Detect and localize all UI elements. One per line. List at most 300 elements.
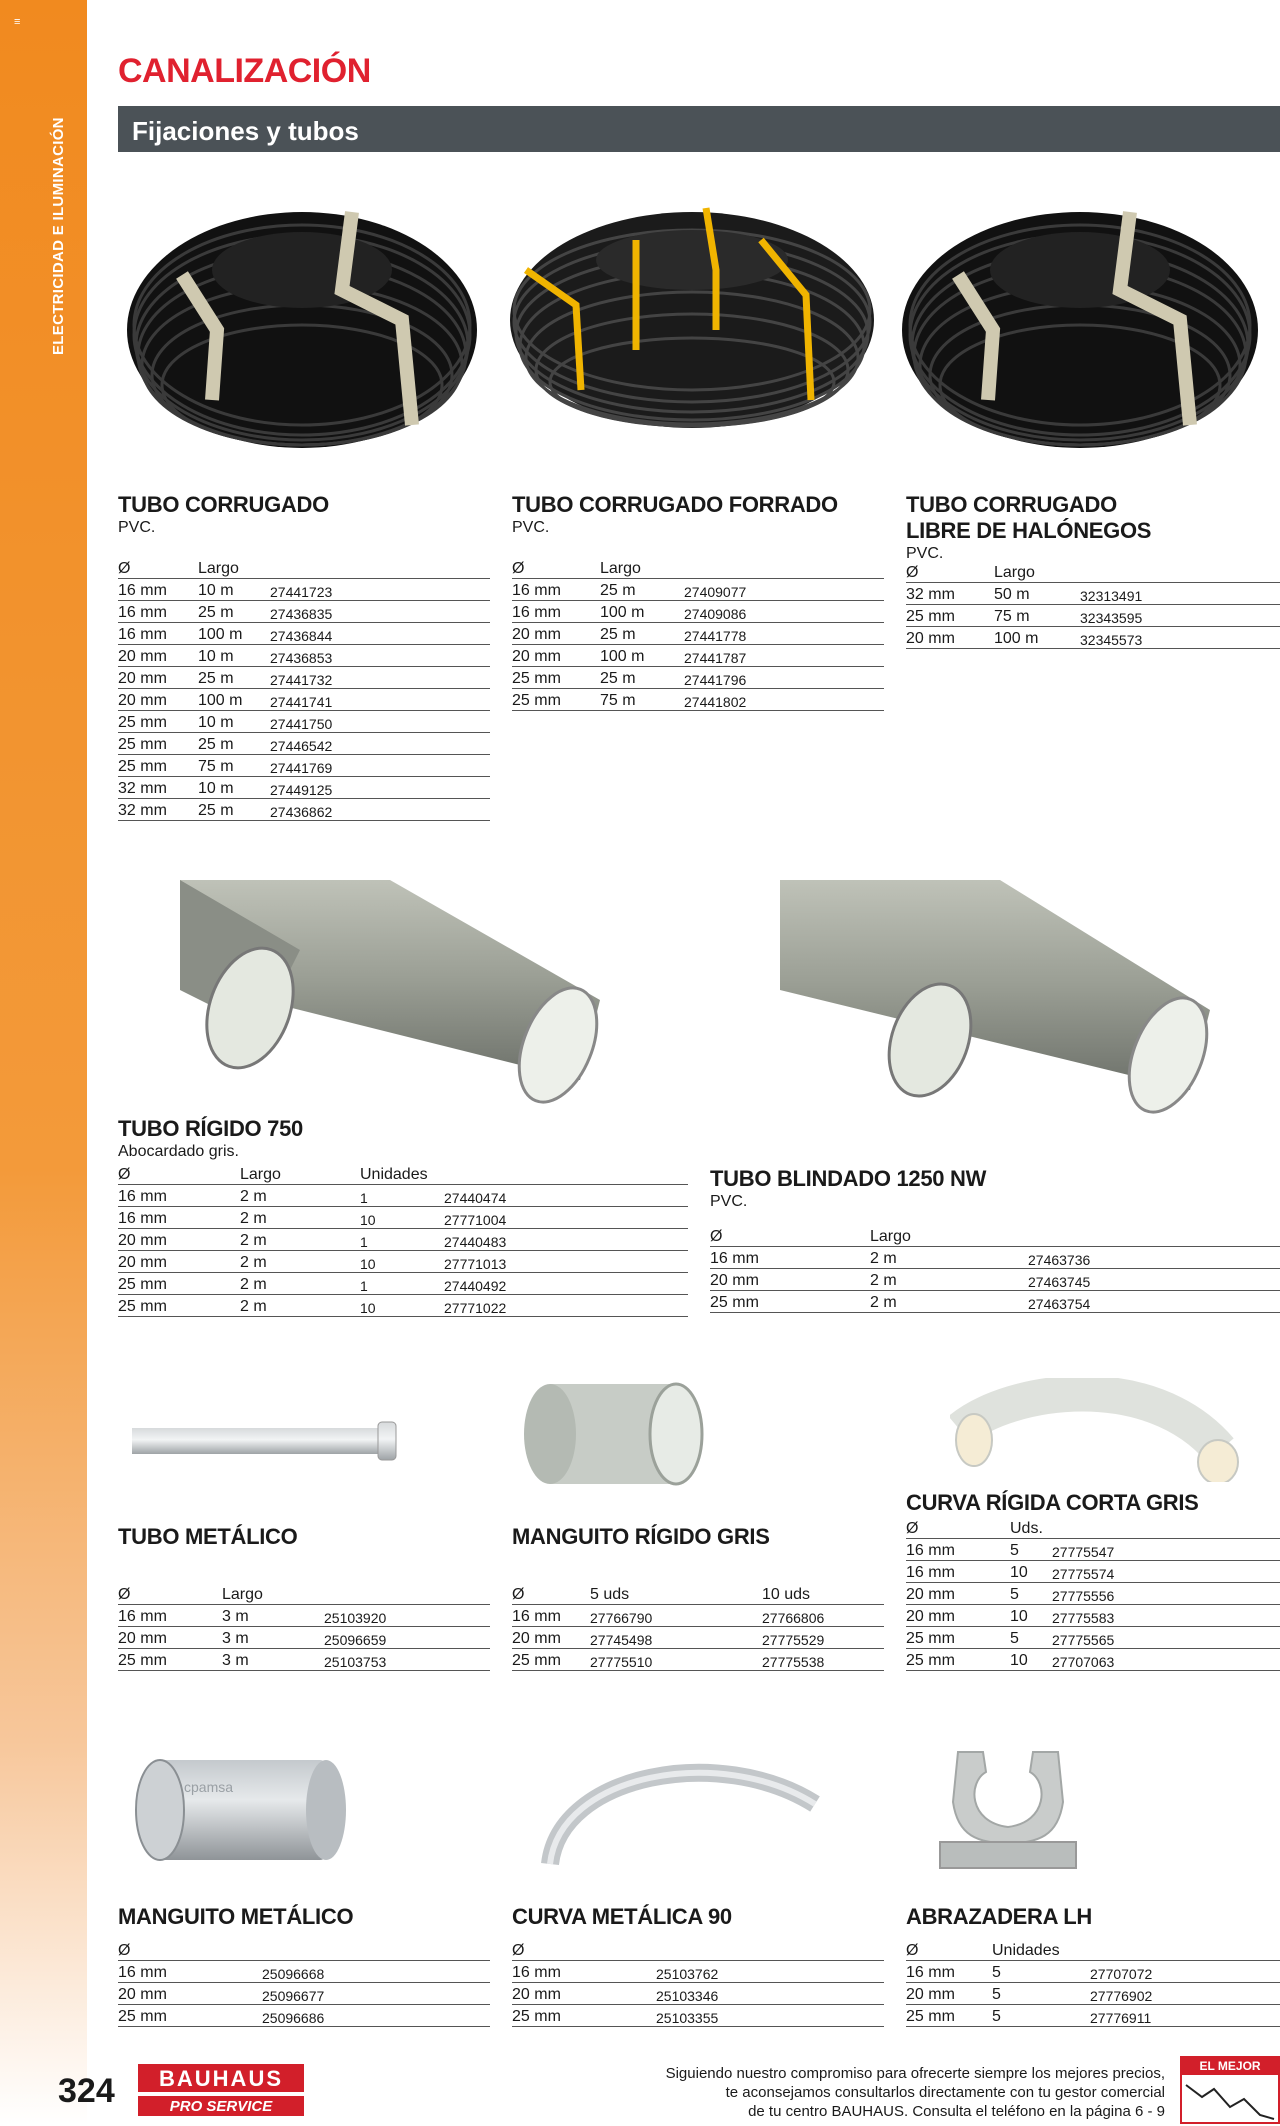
cell-units: 5 <box>992 1983 1090 2005</box>
cell-length: 3 m <box>222 1627 324 1649</box>
best-price-badge <box>1180 2056 1280 2124</box>
cell-diameter: 20 mm <box>906 1983 992 2005</box>
rigid-sleeve-image <box>520 1376 706 1492</box>
product-tubo-rigido-750 <box>118 1116 688 1317</box>
table-row <box>512 1649 884 1671</box>
table-row <box>118 1251 688 1273</box>
cell-length: 25 m <box>198 667 270 689</box>
table-row <box>118 1627 490 1649</box>
product-name: TUBO CORRUGADO FORRADO <box>512 492 838 517</box>
cell-code: 27707072 <box>1090 1961 1280 1983</box>
cell-code: 27409086 <box>684 601 884 623</box>
cell-diameter: 20 mm <box>118 667 198 689</box>
product-name: CURVA METÁLICA 90 <box>512 1904 732 1929</box>
corrugated-coil-image <box>122 200 482 460</box>
cell-length: 3 m <box>222 1605 324 1627</box>
cell-diameter: 16 mm <box>118 623 198 645</box>
table-row <box>118 1295 688 1317</box>
code-header <box>270 556 490 579</box>
cell-diameter: 25 mm <box>118 1273 240 1295</box>
table-row <box>512 1627 884 1649</box>
cell-units: 10 <box>1010 1605 1052 1627</box>
length-header: Largo <box>240 1162 360 1185</box>
cell-code: 27771022 <box>444 1295 688 1317</box>
cell-diameter: 20 mm <box>512 1983 656 2005</box>
product-tubo-blindado <box>710 1166 1280 1313</box>
diameter-header: Ø <box>118 556 198 579</box>
code-header <box>684 556 884 579</box>
table-header <box>118 1162 688 1185</box>
armored-pipe-image <box>780 880 1220 1130</box>
table-row <box>512 2005 884 2027</box>
table-row <box>512 689 884 711</box>
cell-diameter: 20 mm <box>906 1583 1010 1605</box>
cell-length: 75 m <box>600 689 684 711</box>
units-header: Unidades <box>992 1938 1090 1961</box>
table-row <box>118 1649 490 1671</box>
cell-length: 25 m <box>600 579 684 601</box>
cell-diameter: 20 mm <box>512 645 600 667</box>
table-row <box>512 623 884 645</box>
cell-code: 27775547 <box>1052 1539 1280 1561</box>
cell-diameter: 25 mm <box>118 733 198 755</box>
table-row <box>118 1273 688 1295</box>
cell-diameter: 16 mm <box>118 601 198 623</box>
table-header <box>710 1224 1280 1247</box>
cell-diameter: 16 mm <box>512 579 600 601</box>
product-name: TUBO CORRUGADO <box>118 492 329 517</box>
product-manguito-rigido-gris <box>512 1524 884 1671</box>
table-row <box>512 1605 884 1627</box>
cell-diameter: 25 mm <box>118 1295 240 1317</box>
cell-diameter: 25 mm <box>118 711 198 733</box>
cell-diameter: 25 mm <box>906 605 994 627</box>
table-header <box>118 556 490 579</box>
diameter-header: Ø <box>512 556 600 579</box>
spec-table <box>512 1938 884 2027</box>
cell-length: 2 m <box>240 1185 360 1207</box>
code-header <box>1090 1938 1280 1961</box>
cell-code: 27409077 <box>684 579 884 601</box>
table-row <box>512 601 884 623</box>
table-row <box>906 1627 1280 1649</box>
cell-diameter: 16 mm <box>512 1961 656 1983</box>
cell-diameter: 20 mm <box>118 1251 240 1273</box>
product-name-line-2: LIBRE DE HALÓNEGOS <box>906 518 1152 543</box>
table-row <box>906 1649 1280 1671</box>
diameter-header: Ø <box>118 1582 222 1605</box>
cell-length: 25 m <box>198 799 270 821</box>
spec-table <box>906 1938 1280 2027</box>
cell-code-10: 27775538 <box>762 1649 884 1671</box>
product-tubo-metalico <box>118 1524 490 1671</box>
table-row <box>118 711 490 733</box>
cell-units: 5 <box>1010 1539 1052 1561</box>
code-header <box>1052 1516 1280 1539</box>
product-description: Abocardado gris. <box>118 1143 239 1160</box>
cell-units: 10 <box>360 1251 444 1273</box>
spec-table <box>118 1162 688 1317</box>
cell-code: 25096668 <box>262 1961 490 1983</box>
table-header <box>512 1582 884 1605</box>
cell-code: 27436844 <box>270 623 490 645</box>
table-row <box>118 733 490 755</box>
product-name: MANGUITO RÍGIDO GRIS <box>512 1524 770 1549</box>
product-curva-metalica-90 <box>512 1904 884 2027</box>
metal-tube-image <box>130 1418 400 1466</box>
table-row <box>118 601 490 623</box>
cell-code: 27440492 <box>444 1273 688 1295</box>
cell-code: 32345573 <box>1080 627 1280 649</box>
cell-diameter: 20 mm <box>512 1627 590 1649</box>
table-row <box>512 667 884 689</box>
cell-length: 10 m <box>198 777 270 799</box>
cell-diameter: 25 mm <box>512 667 600 689</box>
cell-units: 1 <box>360 1229 444 1251</box>
spec-table <box>118 1938 490 2027</box>
cell-code-10: 27775529 <box>762 1627 884 1649</box>
page-title: CANALIZACIÓN <box>118 52 371 90</box>
table-row <box>906 1583 1280 1605</box>
cell-code: 27440483 <box>444 1229 688 1251</box>
cell-code: 27441741 <box>270 689 490 711</box>
cell-length: 100 m <box>600 601 684 623</box>
cell-length: 25 m <box>600 623 684 645</box>
diameter-header: Ø <box>906 1938 992 1961</box>
cell-diameter: 20 mm <box>906 627 994 649</box>
cell-length: 2 m <box>240 1207 360 1229</box>
cell-length: 100 m <box>198 623 270 645</box>
rigid-curve-image <box>950 1378 1240 1482</box>
cell-diameter: 20 mm <box>710 1269 870 1291</box>
table-row <box>710 1247 1280 1269</box>
cell-code: 27707063 <box>1052 1649 1280 1671</box>
product-tubo-libre-halogenos <box>906 492 1280 649</box>
halogen-free-coil-image <box>898 200 1262 462</box>
table-row <box>906 1539 1280 1561</box>
cell-code: 27441769 <box>270 755 490 777</box>
cell-units: 5 <box>992 1961 1090 1983</box>
length-header: Largo <box>870 1224 1028 1247</box>
cell-code: 32343595 <box>1080 605 1280 627</box>
cell-diameter: 32 mm <box>906 583 994 605</box>
table-row <box>906 2005 1280 2027</box>
cell-code: 27771004 <box>444 1207 688 1229</box>
cell-code: 27446542 <box>270 733 490 755</box>
cell-code: 27463754 <box>1028 1291 1280 1313</box>
cell-units: 10 <box>1010 1649 1052 1671</box>
category-sidebar <box>0 0 87 2124</box>
table-row <box>118 1983 490 2005</box>
cell-code-5: 27775510 <box>590 1649 762 1671</box>
cell-length: 25 m <box>198 733 270 755</box>
product-name: TUBO RÍGIDO 750 <box>118 1116 303 1141</box>
table-row <box>512 645 884 667</box>
length-header: Largo <box>198 556 270 579</box>
cell-length: 25 m <box>600 667 684 689</box>
cell-code: 27441778 <box>684 623 884 645</box>
cell-diameter: 16 mm <box>512 601 600 623</box>
length-header: Largo <box>994 560 1080 583</box>
cell-code-10: 27766806 <box>762 1605 884 1627</box>
section-bar <box>118 106 1280 152</box>
cell-diameter: 25 mm <box>710 1291 870 1313</box>
price-chart-icon <box>1182 2075 1278 2121</box>
cell-length: 2 m <box>240 1273 360 1295</box>
table-row <box>118 799 490 821</box>
diameter-header: Ø <box>906 560 994 583</box>
cell-units: 1 <box>360 1185 444 1207</box>
table-header <box>118 1938 490 1961</box>
code-header <box>444 1162 688 1185</box>
bauhaus-logo <box>138 2064 304 2116</box>
table-row <box>906 1983 1280 2005</box>
table-header <box>906 1516 1280 1539</box>
cell-length: 2 m <box>870 1269 1028 1291</box>
footer-note <box>605 2064 1165 2121</box>
code-header <box>1028 1224 1280 1247</box>
cell-length: 2 m <box>870 1291 1028 1313</box>
table-header <box>906 1938 1280 1961</box>
table-header <box>512 1938 884 1961</box>
cell-length: 100 m <box>994 627 1080 649</box>
diameter-header: Ø <box>118 1938 262 1961</box>
cell-code: 25096686 <box>262 2005 490 2027</box>
table-row <box>906 627 1280 649</box>
product-curva-rigida-corta <box>906 1490 1280 1671</box>
product-description: PVC. <box>512 519 550 536</box>
spec-table <box>906 1516 1280 1671</box>
table-row <box>118 1961 490 1983</box>
cell-length: 25 m <box>198 601 270 623</box>
spec-table <box>710 1224 1280 1313</box>
code-header <box>656 1938 884 1961</box>
code-header <box>262 1938 490 1961</box>
footer-line-3: de tu centro BAUHAUS. Consulta el teléfono en la página 6 - 9 <box>748 2103 1165 2120</box>
table-row <box>512 579 884 601</box>
cell-code: 27775574 <box>1052 1561 1280 1583</box>
cell-diameter: 32 mm <box>118 799 198 821</box>
table-row <box>512 1961 884 1983</box>
menu-icon[interactable]: ≡ <box>14 16 21 28</box>
cell-diameter: 20 mm <box>118 1983 262 2005</box>
cell-code: 25103753 <box>324 1649 490 1671</box>
cell-diameter: 25 mm <box>512 689 600 711</box>
cell-diameter: 20 mm <box>118 1229 240 1251</box>
cell-diameter: 32 mm <box>118 777 198 799</box>
cell-code: 27436862 <box>270 799 490 821</box>
cell-length: 100 m <box>600 645 684 667</box>
cell-diameter: 16 mm <box>710 1247 870 1269</box>
cell-diameter: 16 mm <box>906 1561 1010 1583</box>
product-name: ABRAZADERA LH <box>906 1904 1092 1929</box>
cell-diameter: 16 mm <box>118 579 198 601</box>
cell-diameter: 16 mm <box>512 1605 590 1627</box>
cell-code: 27463745 <box>1028 1269 1280 1291</box>
code-header <box>1080 560 1280 583</box>
spec-table <box>118 1582 490 1671</box>
cell-diameter: 20 mm <box>906 1605 1010 1627</box>
table-row <box>118 1185 688 1207</box>
footer-line-1: Siguiendo nuestro compromiso para ofrecerte siempre los mejores precios, <box>665 2065 1165 2082</box>
cell-code: 25103762 <box>656 1961 884 1983</box>
product-name: TUBO METÁLICO <box>118 1524 298 1549</box>
cell-code: 27775556 <box>1052 1583 1280 1605</box>
cell-code: 32313491 <box>1080 583 1280 605</box>
table-row <box>118 623 490 645</box>
spec-table <box>906 560 1280 649</box>
diameter-header: Ø <box>118 1162 240 1185</box>
cell-diameter: 25 mm <box>906 2005 992 2027</box>
cell-length: 10 m <box>198 579 270 601</box>
cell-code: 27441750 <box>270 711 490 733</box>
sleeve-stamp: cpamsa <box>184 1779 234 1795</box>
cell-length: 100 m <box>198 689 270 711</box>
diameter-header: Ø <box>906 1516 1010 1539</box>
cell-diameter: 25 mm <box>906 1649 1010 1671</box>
cell-code: 25103346 <box>656 1983 884 2005</box>
cell-code: 27776902 <box>1090 1983 1280 2005</box>
pack-10-header: 10 uds <box>762 1582 884 1605</box>
units-header: Unidades <box>360 1162 444 1185</box>
cell-code: 27436853 <box>270 645 490 667</box>
cell-code: 25096659 <box>324 1627 490 1649</box>
table-row <box>118 1207 688 1229</box>
cell-code: 25103355 <box>656 2005 884 2027</box>
table-row <box>710 1291 1280 1313</box>
table-row <box>710 1269 1280 1291</box>
cell-length: 10 m <box>198 645 270 667</box>
badge-title: EL MEJOR PRECIO <box>1182 2058 1278 2075</box>
code-header <box>324 1582 490 1605</box>
pack-5-header: 5 uds <box>590 1582 762 1605</box>
cell-diameter: 16 mm <box>118 1207 240 1229</box>
product-description: PVC. <box>118 519 156 536</box>
metal-curve-image <box>540 1744 830 1870</box>
cell-code: 27441802 <box>684 689 884 711</box>
length-header: Largo <box>222 1582 324 1605</box>
table-row <box>906 1561 1280 1583</box>
cell-code: 27771013 <box>444 1251 688 1273</box>
cell-length: 75 m <box>198 755 270 777</box>
cell-code: 27775583 <box>1052 1605 1280 1627</box>
clamp-image <box>928 1742 1088 1872</box>
table-row <box>118 777 490 799</box>
cell-length: 3 m <box>222 1649 324 1671</box>
cell-diameter: 16 mm <box>118 1605 222 1627</box>
table-header <box>118 1582 490 1605</box>
cell-code: 27775565 <box>1052 1627 1280 1649</box>
cell-diameter: 25 mm <box>118 2005 262 2027</box>
cell-code: 27440474 <box>444 1185 688 1207</box>
cell-units: 5 <box>1010 1627 1052 1649</box>
diameter-header: Ø <box>710 1224 870 1247</box>
cell-code-5: 27745498 <box>590 1627 762 1649</box>
metal-sleeve-image <box>132 1752 352 1870</box>
table-row <box>906 1605 1280 1627</box>
cell-diameter: 20 mm <box>118 645 198 667</box>
table-row <box>118 689 490 711</box>
cell-code-5: 27766790 <box>590 1605 762 1627</box>
cell-diameter: 16 mm <box>906 1961 992 1983</box>
length-header: Largo <box>600 556 684 579</box>
units-header: Uds. <box>1010 1516 1052 1539</box>
cell-code: 27441732 <box>270 667 490 689</box>
spec-table <box>512 556 884 711</box>
cell-code: 27441796 <box>684 667 884 689</box>
table-row <box>118 667 490 689</box>
product-abrazadera-lh <box>906 1904 1280 2027</box>
table-row <box>906 1961 1280 1983</box>
section-title: Fijaciones y tubos <box>132 116 359 146</box>
product-tubo-corrugado <box>118 492 490 821</box>
cell-length: 2 m <box>240 1229 360 1251</box>
product-name-line-1: TUBO CORRUGADO <box>906 492 1117 517</box>
cell-length: 2 m <box>240 1295 360 1317</box>
cell-code: 27441723 <box>270 579 490 601</box>
footer-line-2: te aconsejamos consultarlos directamente con tu gestor comercial <box>725 2084 1165 2101</box>
cell-units: 10 <box>360 1295 444 1317</box>
brand-sub: PRO SERVICE <box>169 2098 273 2115</box>
table-header <box>512 556 884 579</box>
table-row <box>118 755 490 777</box>
brand-name: BAUHAUS <box>159 2066 283 2091</box>
cell-diameter: 25 mm <box>512 2005 656 2027</box>
cell-length: 2 m <box>870 1247 1028 1269</box>
cell-units: 5 <box>992 2005 1090 2027</box>
product-description: PVC. <box>710 1193 748 1210</box>
cell-code: 27463736 <box>1028 1247 1280 1269</box>
cell-diameter: 16 mm <box>906 1539 1010 1561</box>
cell-length: 75 m <box>994 605 1080 627</box>
cell-diameter: 16 mm <box>118 1185 240 1207</box>
table-row <box>118 1229 688 1251</box>
table-row <box>906 583 1280 605</box>
table-row <box>906 605 1280 627</box>
cell-diameter: 16 mm <box>118 1961 262 1983</box>
diameter-header: Ø <box>512 1582 590 1605</box>
table-row <box>118 645 490 667</box>
product-description: PVC. <box>906 545 944 562</box>
cell-diameter: 25 mm <box>118 1649 222 1671</box>
spec-table <box>118 556 490 821</box>
cell-diameter: 20 mm <box>118 689 198 711</box>
cell-code: 25103920 <box>324 1605 490 1627</box>
product-name: TUBO BLINDADO 1250 NW <box>710 1166 987 1191</box>
table-header <box>906 560 1280 583</box>
cell-diameter: 25 mm <box>512 1649 590 1671</box>
lined-corrugated-coil-image <box>506 200 878 450</box>
cell-length: 2 m <box>240 1251 360 1273</box>
cell-code: 27776911 <box>1090 2005 1280 2027</box>
category-label: ELECTRICIDAD E ILUMINACIÓN <box>50 117 67 355</box>
table-row <box>512 1983 884 2005</box>
spec-table <box>512 1582 884 1671</box>
cell-diameter: 20 mm <box>118 1627 222 1649</box>
table-row <box>118 2005 490 2027</box>
product-name: CURVA RÍGIDA CORTA GRIS <box>906 1490 1199 1515</box>
cell-units: 10 <box>360 1207 444 1229</box>
cell-code: 27436835 <box>270 601 490 623</box>
cell-diameter: 25 mm <box>118 755 198 777</box>
cell-length: 10 m <box>198 711 270 733</box>
product-tubo-corrugado-forrado <box>512 492 884 711</box>
cell-units: 1 <box>360 1273 444 1295</box>
table-row <box>118 1605 490 1627</box>
diameter-header: Ø <box>512 1938 656 1961</box>
cell-units: 10 <box>1010 1561 1052 1583</box>
product-manguito-metalico <box>118 1904 490 2027</box>
